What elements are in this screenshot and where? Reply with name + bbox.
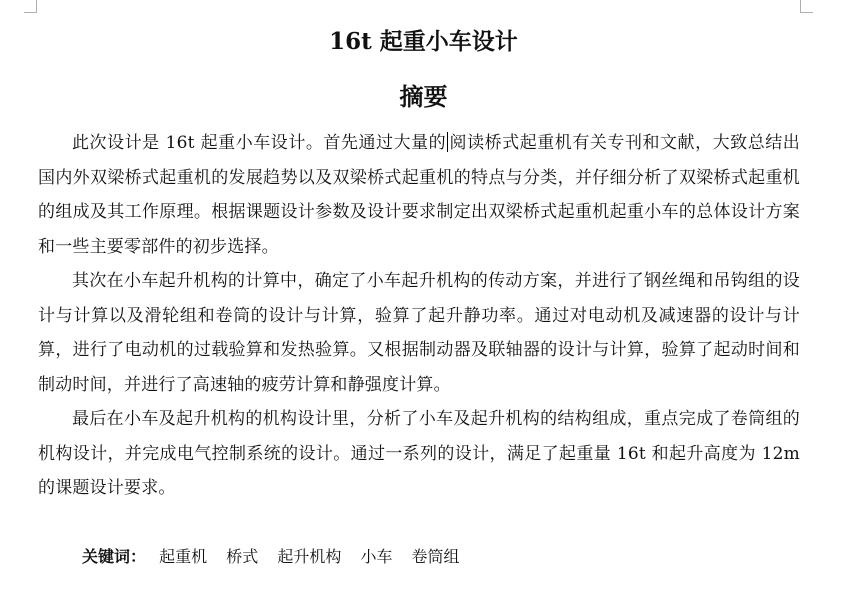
margin-corner-mark-left (24, 0, 37, 13)
keywords-label: 关键词： (82, 547, 147, 566)
abstract-paragraph-3[interactable]: 最后在小车及起升机构的机构设计里，分析了小车及起升机构的结构组成，重点完成了卷筒组的机构设计，并完成电气控制系统的设计。通过一系列的设计，满足了起重量 16t 和起升高度为 12m 的课题设计要求。 (38, 409, 800, 498)
keyword-item: 起升机构 (277, 547, 342, 566)
keyword-item: 桥式 (226, 547, 259, 566)
abstract-paragraph-2[interactable]: 其次在小车起升机构的计算中，确定了小车起升机构的传动方案，并进行了钢丝绳和吊钩组的设计与计算以及滑轮组和卷筒的设计与计算，验算了起升静功率。通过对电动机及减速器的设计与计算，进行了电动机的过载验算和发热验算。又根据制动器及联轴器的设计与计算，验算了起动时间和制动时间，并进行了高速轴的疲劳计算和静强度计算。 (38, 271, 800, 395)
keyword-item: 起重机 (159, 547, 208, 566)
document-title: 16t 起重小车设计 (329, 28, 518, 55)
abstract-heading: 摘要 (399, 82, 448, 111)
abstract-body[interactable] (38, 126, 800, 506)
keyword-item: 小车 (360, 547, 393, 566)
margin-corner-mark-right (800, 0, 813, 13)
paragraph-text-after-cursor: 阅读桥式起重机有关专刊和文献，大致总结出国内外双梁桥式起重机的发展趋势以及双梁桥式起重机的特点与分类，并仔细分析了双梁桥式起重机的组成及其工作原理。根据课题设计参数及设计要求制定出双梁桥式起重机起重小车的总体设计方案和一些主要零部件的初步选择。 (38, 133, 800, 257)
keywords-line (82, 544, 474, 570)
abstract-paragraph-1[interactable] (38, 126, 800, 264)
keyword-item: 卷筒组 (411, 547, 460, 566)
paragraph-text-before-cursor: 此次设计是 16t 起重小车设计。首先通过大量的 (72, 133, 447, 153)
